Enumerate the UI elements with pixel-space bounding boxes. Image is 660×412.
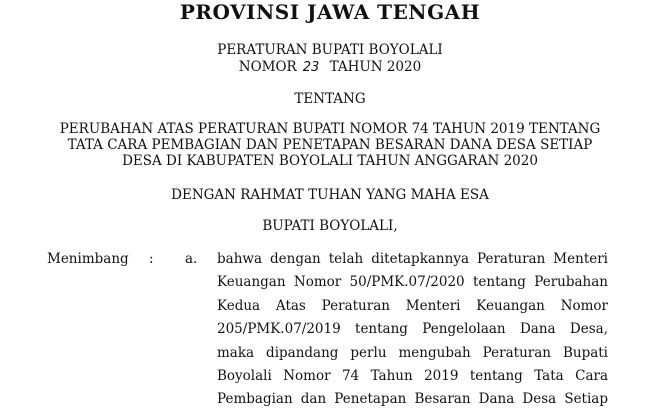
number-suffix: TAHUN 2020	[329, 59, 422, 75]
number-value: 23	[302, 60, 320, 75]
title-line: PERUBAHAN ATAS PERATURAN BUPATI NOMOR 74 TAHUN 2019 TENTANG	[59, 121, 601, 137]
title-line: TATA CARA PEMBAGIAN DAN PENETAPAN BESARAN DANA DESA SETIAP	[67, 137, 593, 153]
paragraph-line: maka dipandang perlu mengubah Peraturan Bupati	[217, 344, 608, 361]
paragraph-line: Boyolali Nomor 74 Tahun 2019 tentang Tata Cara	[217, 368, 608, 385]
paragraph-line: Keuangan Nomor 50/PMK.07/2020 tentang Perubahan	[217, 274, 608, 291]
considering-paragraph	[217, 248, 608, 412]
paragraph-line: Kedua Atas Peraturan Menteri Keuangan Nomor	[217, 297, 608, 314]
considering-label: Menimbang	[47, 251, 129, 267]
regulation-number	[0, 59, 660, 75]
number-prefix: NOMOR	[238, 59, 297, 75]
title-line: DESA DI KABUPATEN BOYOLALI TAHUN ANGGARAN 2020	[122, 153, 538, 169]
regent-heading: BUPATI BOYOLALI,	[262, 218, 398, 234]
paragraph-line: Pembagian dan Penetapan Besaran Dana Desa Setiap	[217, 391, 608, 408]
about-heading: TENTANG	[294, 91, 366, 107]
invocation: DENGAN RAHMAT TUHAN YANG MAHA ESA	[171, 187, 489, 203]
considering-colon: :	[149, 251, 154, 267]
item-letter: a.	[185, 251, 198, 267]
province-heading: PROVINSI JAWA TENGAH	[179, 0, 481, 24]
paragraph-line: bahwa dengan telah ditetapkannya Peraturan Menteri	[217, 251, 608, 267]
regulation-title: PERATURAN BUPATI BOYOLALI	[217, 42, 443, 58]
paragraph-line: 205/PMK.07/2019 tentang Pengelolaan Dana Desa,	[217, 321, 608, 338]
